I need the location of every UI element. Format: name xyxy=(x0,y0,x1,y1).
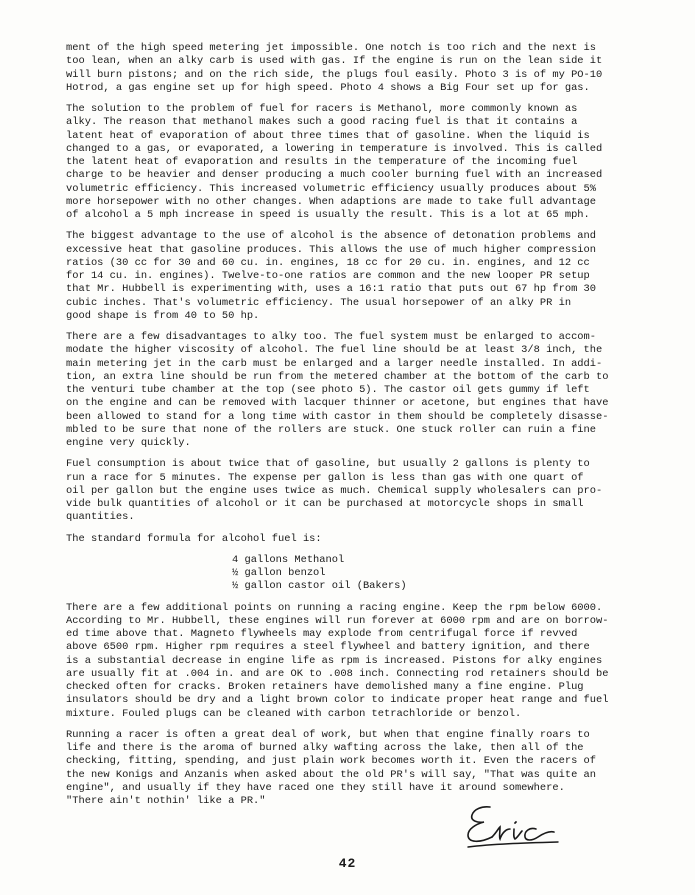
paragraph-7: There are a few additional points on running a racing engine. Keep the rpm below 6000. According to Mr. Hubbell, these engines will run forever at 6000 rpm and are on borrow- ed time above that. Magneto flywheels may explode from centrifugal force if revved above 6500 rpm. Higher rpm requires a steel flywheel and battery ignition, and there is a substantial decrease in engine life as rpm is increased. Pistons for alky engines are usually fit at .004 in. and are OK to .008 inch. Connecting rod retainers should be checked often for cracks. Broken retainers have demolished many a fine engine. Plug insulators should be dry and a light brown color to indicate proper heat range and fuel mixture. Fouled plugs can be cleaned with carbon tetrachloride or benzol. xyxy=(66,601,609,720)
paragraph-8: Running a racer is often a great deal of work, but when that engine finally roars to life and there is the aroma of burned alky wafting across the lake, then all of the checking, fitting, spending, and just plain work becomes worth it. Even the racers of the new Konigs and Anzanis when asked about the old PR's will say, "That was quite an engine", and usually if they have raced one they still have it around somewhere. "There ain't nothin' like a PR." xyxy=(66,728,597,807)
paragraph-6: The standard formula for alcohol fuel is: xyxy=(66,532,322,545)
page-number: 42 xyxy=(338,856,357,871)
paragraph-2: The solution to the problem of fuel for racers is Methanol, more commonly known as alky. The reason that methanol makes such a good racing fuel is that it contains a latent heat of evaporation of about three times that of gasoline. When the liquid is changed to a gas, or evaporated, a lowering in temperature is involved. This is called the latent heat of evaporation and results in the temperature of the incoming fuel charge to be heavier and denser producing a much cooler burning fuel with an increased volumetric efficiency. This increased volumetric efficiency usually produces about 5% more horsepower with no other changes. When adaptions are made to take full advantage of alcohol a 5 mph increase in speed is usually the result. This is a lot at 65 mph. xyxy=(66,103,603,221)
paragraph-4: There are a few disadvantages to alky too. The fuel system must be enlarged to accom- modate the higher viscosity of alcohol. The fuel line should be at least 3/8 inch, the main metering jet in the carb must be enlarged and a larger needle installed. In addi- tion, an extra line should be run from the metered chamber at the bottom of the carb to the venturi tube chamber at the top (see photo 5). The castor oil gets gummy if left on the engine and can be removed with lacquer thinner or acetone, but engines that have been allowed to stand for a long time with castor in them should be completely disasse- mbled to be sure that none of the rollers are stuck. One stuck roller can ruin a fine engine very quickly. xyxy=(66,331,609,449)
formula-line: 4 gallons Methanol xyxy=(232,553,345,566)
paragraph-5: Fuel consumption is about twice that of gasoline, but usually 2 gallons is plenty to run a race for 5 minutes. The expense per gallon is less than gas with one quart of oil per gallon but the engine uses twice as much. Chemical supply wholesalers can pro- vide bulk quantities of alcohol or it can be purchased at motorcycle shops in small quantities. xyxy=(66,458,603,524)
paragraph-3: The biggest advantage to the use of alcohol is the absence of detonation problems and excessive heat that gasoline produces. This allows the use of much higher compression ratios (30 cc for 30 and 60 cu. in. engines, 18 cc for 20 cu. in. engines, and 12 cc for 14 cu. in. engines). Twelve-to-one ratios are common and the new looper PR setup that Mr. Hubbell is experimenting with, uses a 16:1 ratio that puts out 67 hp from 30 cubic inches. That's volumetric efficiency. The usual horsepower of an alky PR in good shape is from 40 to 50 hp. xyxy=(66,230,597,322)
signature xyxy=(462,793,562,853)
paragraph-1: ment of the high speed metering jet impossible. One notch is too rich and the next is too lean, when an alky carb is used with gas. If the engine is run on the lean side it will burn pistons; and on the rich side, the plugs foul easily. Photo 3 is of my PO-10 Hotrod, a gas engine set up for high speed. Photo 4 shows a Big Four set up for gas. xyxy=(66,42,603,94)
formula-line: ½ gallon castor oil (Bakers) xyxy=(232,580,407,593)
formula-line: ½ gallon benzol xyxy=(232,567,326,579)
article-body xyxy=(66,42,644,816)
fuel-formula xyxy=(232,554,644,594)
